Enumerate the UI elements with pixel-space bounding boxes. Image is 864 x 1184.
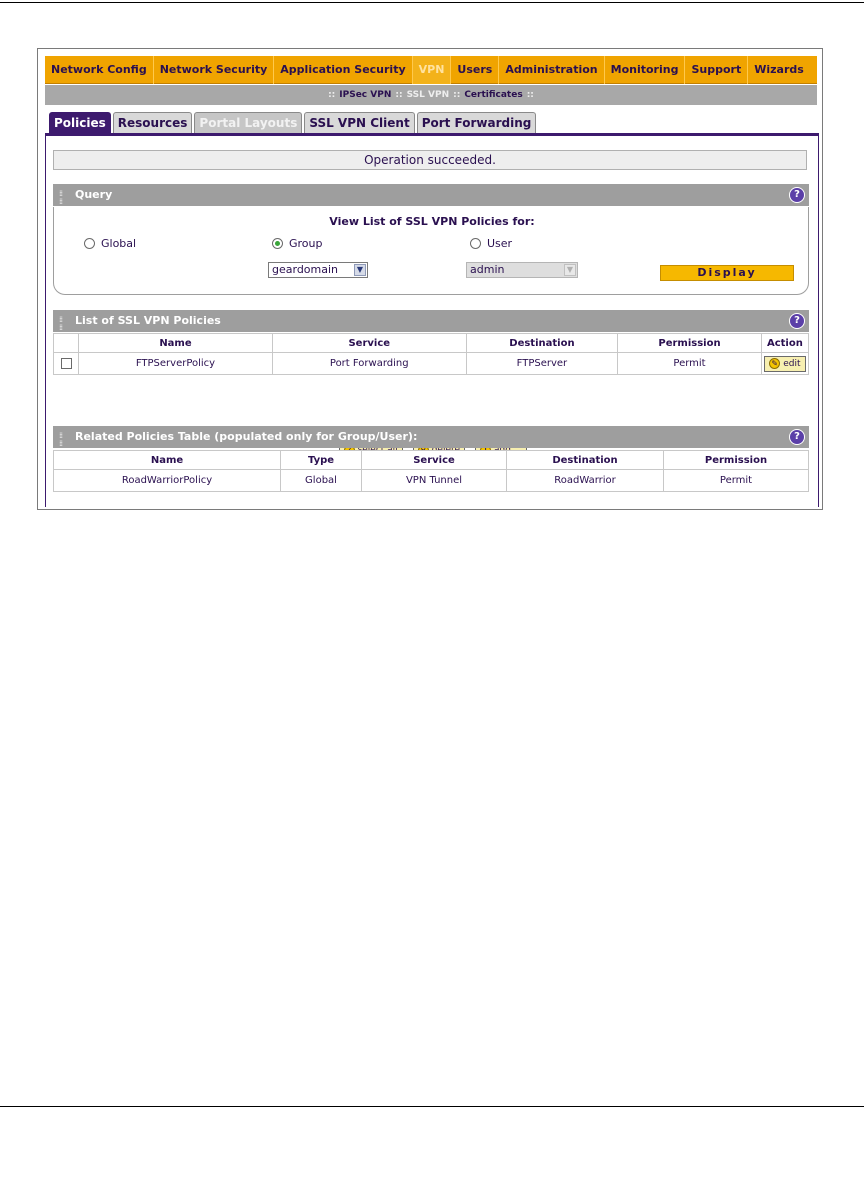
query-body [53, 207, 809, 295]
row-checkbox[interactable] [61, 358, 72, 369]
select-column-header [54, 334, 79, 353]
radio-circle-checked[interactable] [272, 238, 283, 249]
table-row [54, 470, 809, 492]
radio-global[interactable] [84, 237, 136, 250]
group-select[interactable] [268, 262, 368, 278]
sub-nav-separator: :: [395, 90, 403, 100]
tab-content-panel [45, 133, 819, 507]
policy-permission: Permit [618, 353, 762, 375]
policies-table [53, 333, 809, 375]
related-policies-table [53, 450, 809, 492]
radio-user-label: User [487, 237, 513, 250]
status-message: Operation succeeded. [53, 150, 807, 170]
column-header: Destination [466, 334, 618, 353]
tab-ssl-vpn-client[interactable]: SSL VPN Client [304, 112, 414, 133]
help-icon[interactable]: ? [789, 313, 805, 329]
policy-name: FTPServerPolicy [79, 353, 273, 375]
query-section-header [53, 184, 809, 206]
app-window [37, 48, 823, 510]
top-page-rule [0, 2, 864, 3]
tab-port-forwarding[interactable]: Port Forwarding [417, 112, 537, 133]
sub-nav-separator: :: [526, 90, 534, 100]
related-permission: Permit [664, 470, 809, 492]
radio-group[interactable] [272, 237, 323, 250]
sub-nav-item-certificates[interactable]: Certificates [464, 90, 523, 100]
nav-item-vpn[interactable]: VPN [413, 56, 452, 84]
policy-destination: FTPServer [466, 353, 618, 375]
grip-icon: ⁞⁞ ⁞⁞ [59, 431, 63, 448]
radio-global-label: Global [101, 237, 137, 250]
chevron-down-icon[interactable]: ▼ [354, 264, 366, 276]
policies-section-title: List of SSL VPN Policies [75, 314, 221, 327]
nav-item-administration[interactable]: Administration [499, 56, 604, 84]
tab-resources[interactable]: Resources [113, 112, 193, 133]
help-icon[interactable]: ? [789, 429, 805, 445]
nav-item-support[interactable]: Support [685, 56, 748, 84]
pencil-icon: ✎ [769, 358, 780, 369]
radio-circle[interactable] [84, 238, 95, 249]
display-button[interactable]: Display [660, 265, 794, 281]
sub-nav [45, 85, 817, 105]
nav-item-network-config[interactable]: Network Config [45, 56, 154, 84]
column-header: Service [272, 334, 466, 353]
radio-group-label: Group [289, 237, 323, 250]
nav-item-network-security[interactable]: Network Security [154, 56, 275, 84]
related-section-header [53, 426, 809, 448]
group-select-value: geardomain [272, 263, 339, 276]
edit-button[interactable] [764, 356, 805, 372]
column-header: Permission [618, 334, 762, 353]
column-header: Name [54, 451, 281, 470]
column-header: Permission [664, 451, 809, 470]
user-select-value: admin [470, 263, 505, 276]
table-row [54, 353, 809, 375]
row-checkbox-cell [54, 353, 79, 375]
tab-policies[interactable]: Policies [49, 112, 111, 133]
related-section-title: Related Policies Table (populated only for Group/User): [75, 430, 418, 443]
policy-service: Port Forwarding [272, 353, 466, 375]
related-destination: RoadWarrior [507, 470, 664, 492]
sub-nav-item-ssl-vpn[interactable]: SSL VPN [406, 90, 450, 100]
radio-circle[interactable] [470, 238, 481, 249]
table-header-row [54, 334, 809, 353]
nav-item-wizards[interactable]: Wizards [754, 62, 804, 76]
column-header: Name [79, 334, 273, 353]
tab-bar [49, 112, 536, 134]
sub-nav-item-ipsec-vpn[interactable]: IPSec VPN [339, 90, 392, 100]
table-header-row [54, 451, 809, 470]
query-section-title: Query [75, 188, 113, 201]
bottom-page-rule [0, 1106, 864, 1107]
column-header: Type [281, 451, 362, 470]
column-header: Service [362, 451, 507, 470]
radio-user[interactable] [470, 237, 512, 250]
policies-section-header [53, 310, 809, 332]
related-type: Global [281, 470, 362, 492]
grip-icon: ⁞⁞ ⁞⁞ [59, 189, 63, 206]
grip-icon: ⁞⁞ ⁞⁞ [59, 315, 63, 332]
related-service: VPN Tunnel [362, 470, 507, 492]
query-heading: View List of SSL VPN Policies for: [329, 215, 535, 228]
nav-item-monitoring[interactable]: Monitoring [605, 56, 686, 84]
edit-button-label: edit [783, 358, 801, 369]
sub-nav-separator: :: [453, 90, 461, 100]
policy-action [761, 353, 808, 375]
sub-nav-separator: :: [328, 90, 336, 100]
column-header: Destination [507, 451, 664, 470]
tab-portal-layouts[interactable]: Portal Layouts [194, 112, 302, 133]
column-header: Action [761, 334, 808, 353]
nav-item-users[interactable]: Users [451, 56, 499, 84]
main-nav [45, 56, 817, 84]
chevron-down-icon: ▼ [564, 264, 576, 276]
user-select [466, 262, 578, 278]
help-icon[interactable]: ? [789, 187, 805, 203]
nav-item-application-security[interactable]: Application Security [274, 56, 412, 84]
related-name: RoadWarriorPolicy [54, 470, 281, 492]
